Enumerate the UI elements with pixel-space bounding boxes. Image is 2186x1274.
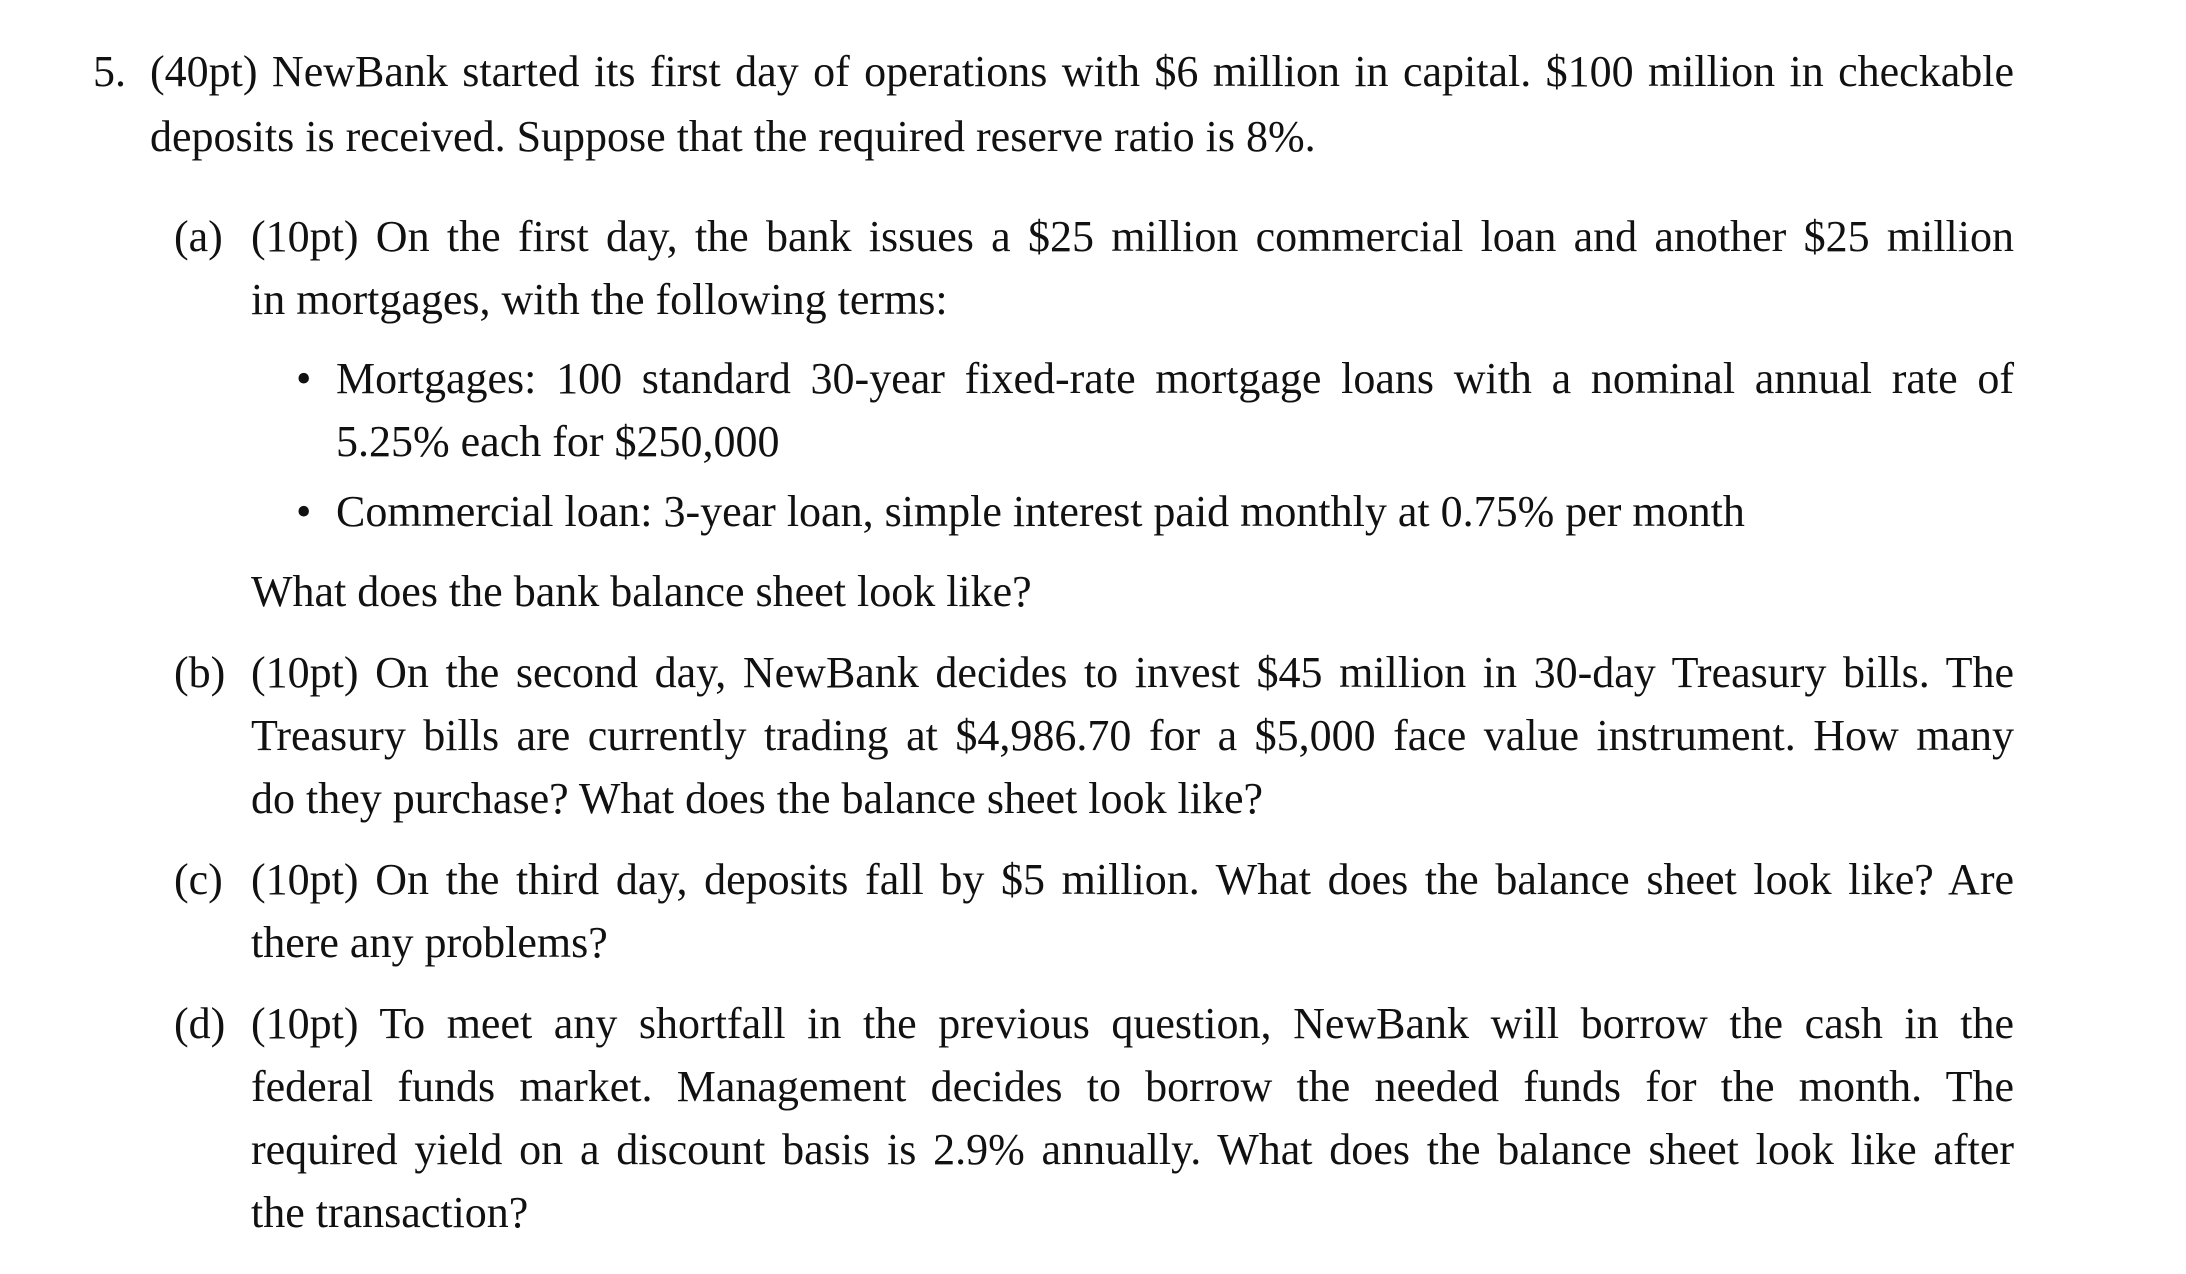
part-d-line-4: the transaction? [251, 1188, 529, 1237]
part-c-line-2: there any problems? [251, 918, 608, 967]
commercial-loan-bullet: Commercial loan: 3-year loan, simple interest paid monthly at 0.75% per month [336, 487, 1745, 536]
part-b-line-3: do they purchase? What does the balance sheet look like? [251, 774, 1264, 823]
part-a-label: (a) [174, 212, 223, 261]
part-d-line-2: federal funds market. Management decides to borrow the needed funds for the month. The [251, 1062, 2014, 1111]
part-c-label: (c) [174, 855, 223, 904]
part-b-line-1: (10pt) On the second day, NewBank decides to invest $45 million in 30-day Treasury bills. The [251, 648, 2014, 697]
part-a-question: What does the bank balance sheet look like? [251, 567, 1032, 616]
problem-text-line-1: (40pt) NewBank started its first day of operations with $6 million in capital. $100 million in checkable [150, 47, 2014, 96]
mortgage-bullet-line-2: 5.25% each for $250,000 [336, 417, 780, 466]
part-b-line-2: Treasury bills are currently trading at $4,986.70 for a $5,000 face value instrument. How many [251, 711, 2014, 760]
part-d-line-1: (10pt) To meet any shortfall in the previous question, NewBank will borrow the cash in the [251, 999, 2014, 1048]
problem-number: 5. [93, 47, 126, 96]
mortgage-bullet-line-1: Mortgages: 100 standard 30-year fixed-rate mortgage loans with a nominal annual rate of [336, 354, 2014, 403]
part-a-line-2: in mortgages, with the following terms: [251, 275, 948, 324]
part-b-label: (b) [174, 648, 226, 697]
problem-text-line-2: deposits is received. Suppose that the required reserve ratio is 8%. [150, 112, 1316, 161]
part-c-line-1: (10pt) On the third day, deposits fall by $5 million. What does the balance sheet look like? Are [251, 855, 2014, 904]
part-d-line-3: required yield on a discount basis is 2.9% annually. What does the balance sheet look like after [251, 1125, 2014, 1174]
part-d-label: (d) [174, 999, 226, 1048]
part-a-line-1: (10pt) On the first day, the bank issues a $25 million commercial loan and another $25 million [251, 212, 2014, 261]
bullet-icon: • [296, 354, 312, 403]
bullet-icon: • [296, 487, 312, 536]
